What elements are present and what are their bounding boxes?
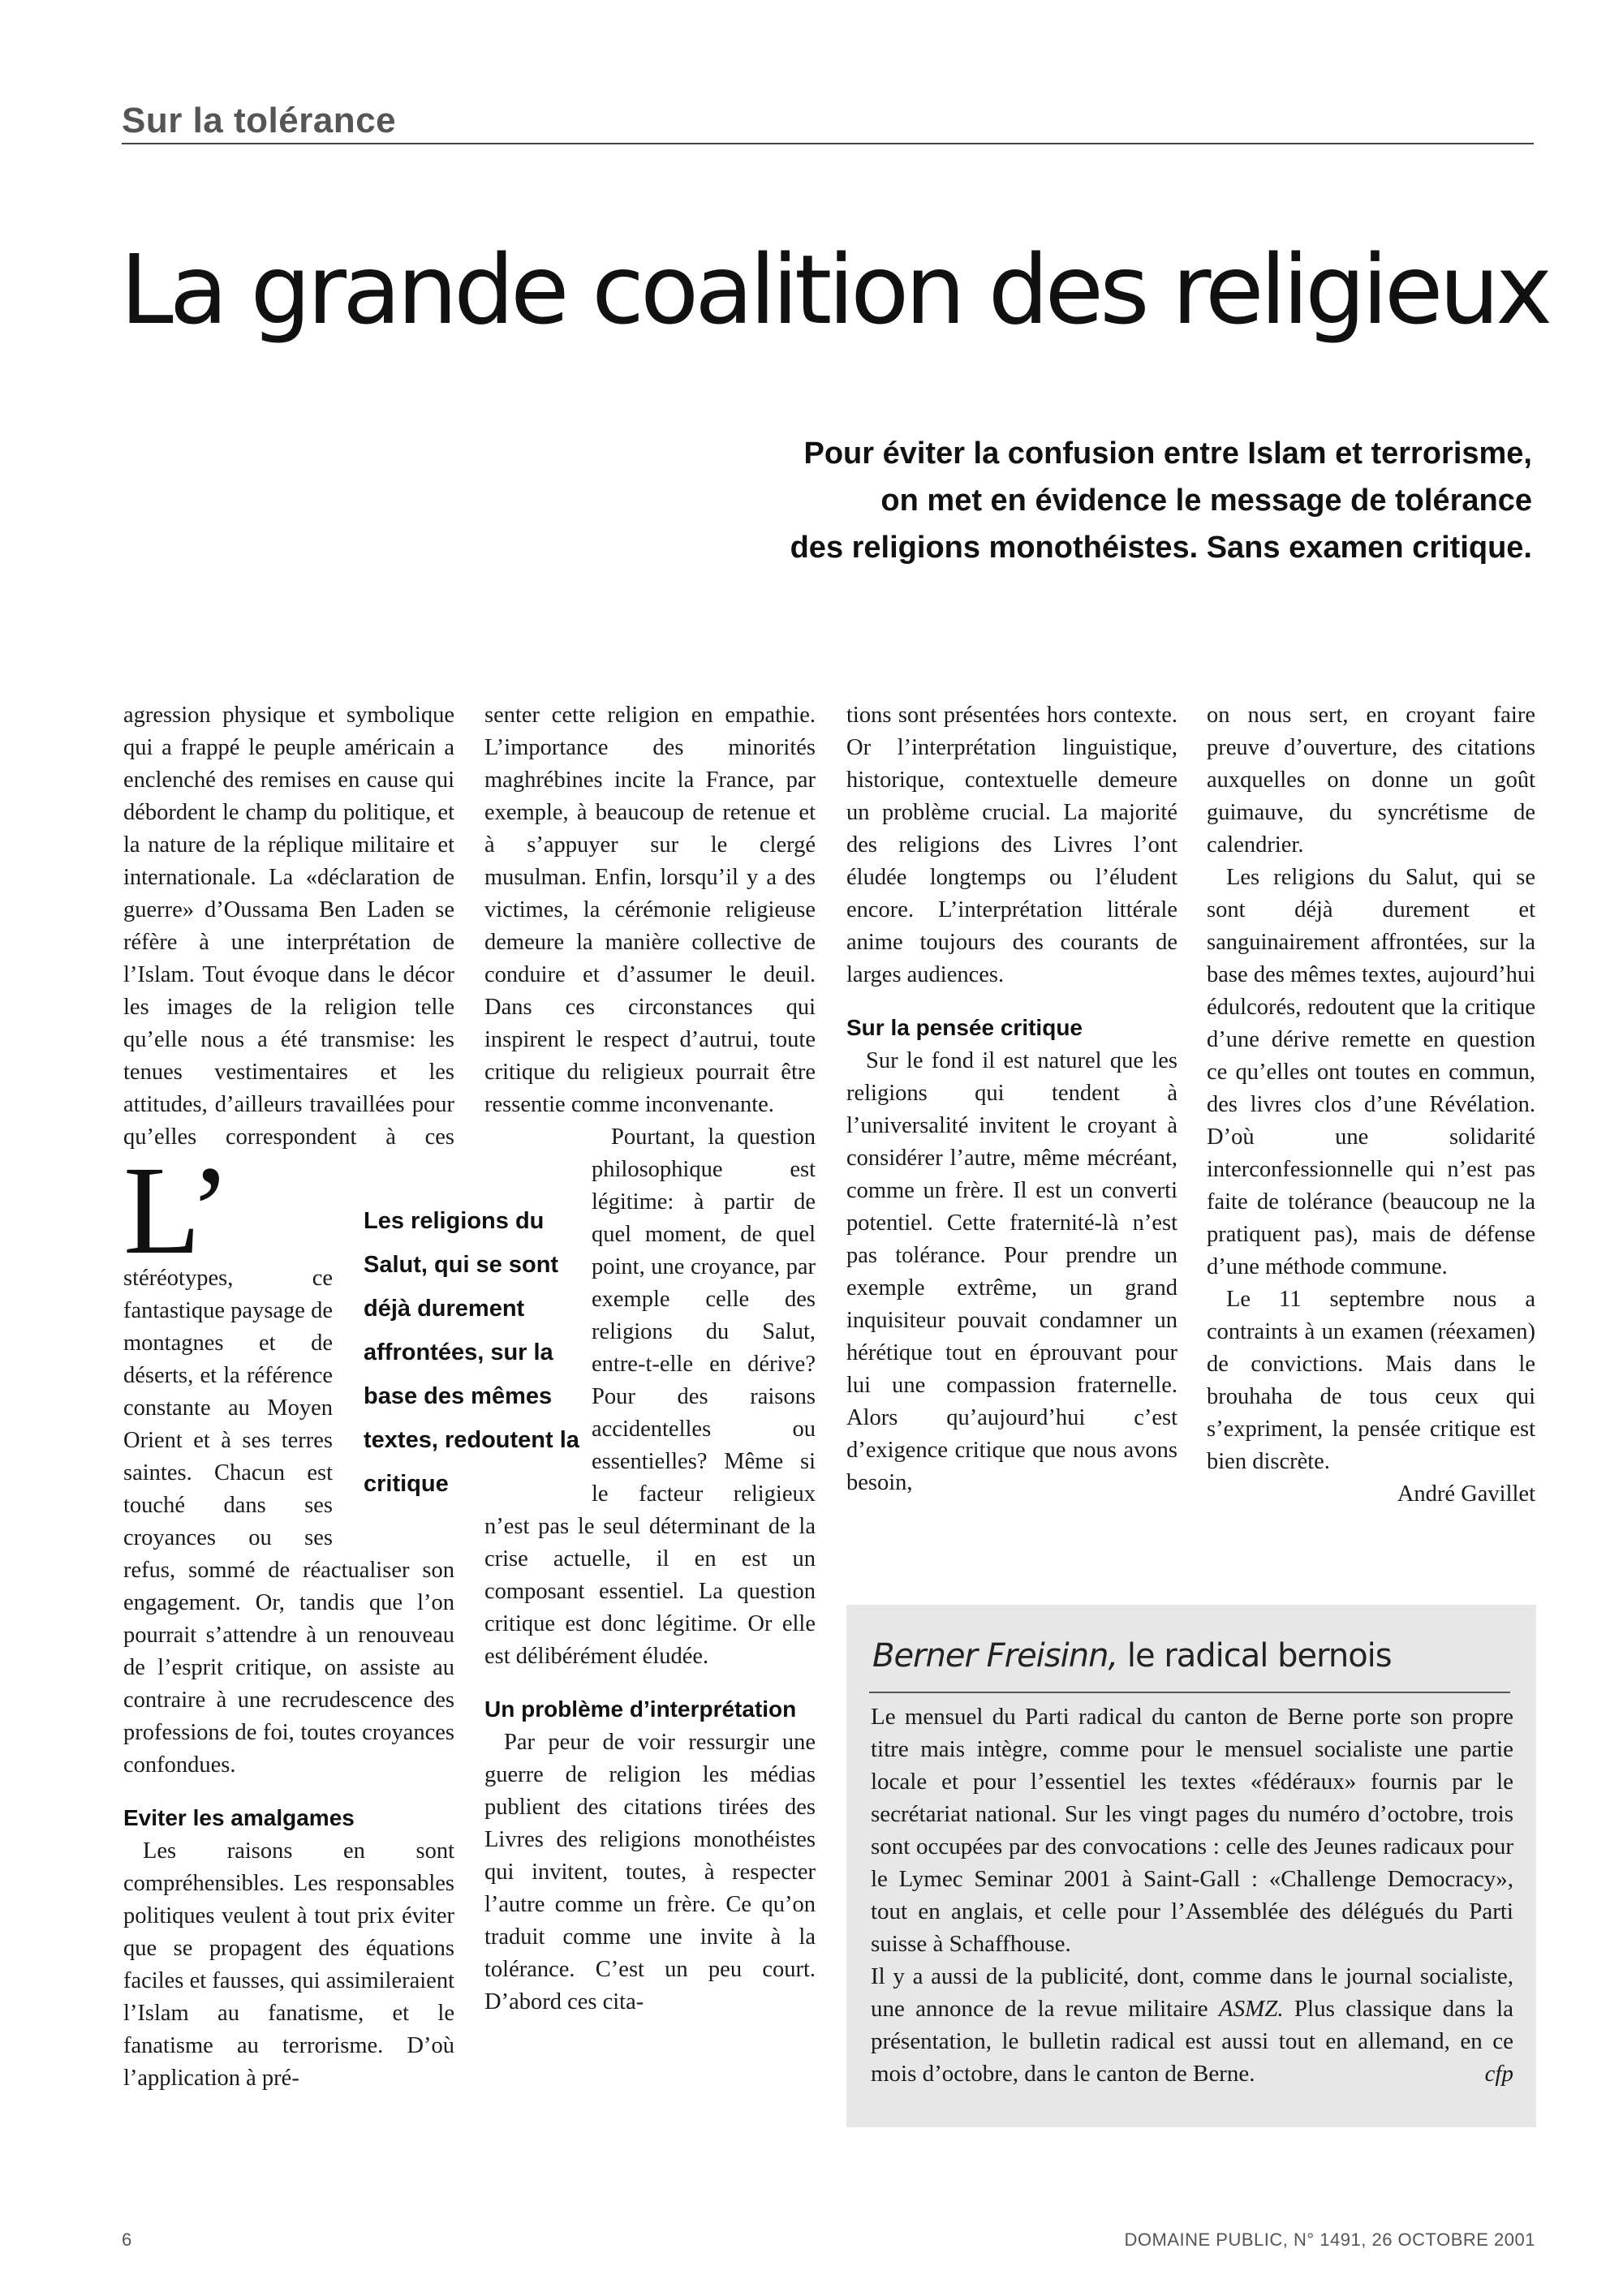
sidebar-signature: cfp bbox=[1484, 2061, 1513, 2087]
drop-cap: L’ bbox=[123, 1140, 231, 1280]
sidebar-box-rule bbox=[869, 1692, 1510, 1693]
article-column-3 bbox=[846, 699, 1177, 1499]
subheading-eviter-les-amalgames: Eviter les amalgames bbox=[123, 1805, 355, 1830]
paragraph: agression physique et symbolique qui a frappé le peuple américain a enclenché des remises en cause qui débordent le champ du politique, et la nature de la réplique militaire et internationale. La «déclaration de guerre» d’Oussama Ben Laden se réfère à une interprétation de l’Islam. Tout évoque dans le décor les images de la religion telle qu’elle nous a été transmise: les tenues vestimentaires et les attitudes, d’ailleurs travaillées pour qu’elles correspondent à ces stéréotypes, ce fantastique paysage de montagnes et de déserts, et la référence constante au Moyen Orient et à ses terres saintes. Chacun est touché dans ses croyances ou ses refus, sommé de réactualiser son engagement. Or, tandis que l’on pourrait s’attendre à un renouveau de l’esprit critique, on assiste au contraire à une recrudescence des professions de foi, toutes croyances confondues. bbox=[123, 703, 454, 1778]
sidebar-paragraph-1: Le mensuel du Parti radical du canton de Berne porte son propre titre mais intègre, comme pour le mensuel socialiste une partie locale et pour l’essentiel les textes «fédéraux» fournis par le secrétariat national. Sur les vingt pages du numéro d’octobre, trois sont occupées par des convocations : celle des Jeunes radicaux pour le Lymec Seminar 2001 à Saint-Gall : «Challenge Democracy», tout en anglais, et celle pour l’Assemblée des délégués du Parti suisse à Schaffhouse. bbox=[871, 1704, 1513, 1957]
section-rubric: Sur la tolérance bbox=[122, 101, 397, 140]
article-column-4 bbox=[1207, 699, 1535, 1511]
subheading-un-probleme-d-interpretation: Un problème d’interprétation bbox=[484, 1696, 797, 1722]
sidebar-title-italic: Berner Freisinn, bbox=[872, 1637, 1118, 1675]
paragraph: Les raisons en sont compréhensibles. Les responsables politiques veulent à tout prix éviter que se propagent des équations faciles et fausses, qui assimileraient l’Islam au fanatisme, et le fanatisme au terrorisme. D’où l’application à pré- bbox=[123, 1838, 454, 2091]
page-number: 6 bbox=[122, 2229, 132, 2250]
standfirst-line-3: des religions monothéistes. Sans examen critique. bbox=[790, 531, 1532, 565]
paragraph: Pourtant, la question philosophique est légitime: à partir de quel moment, de quel point, une croyance, par exemple celle des religions du Salut, entre-t-elle en dérive? Pour des raisons accidentelles ou essentielles? Même si le facteur religieux n’est pas le seul déterminant de la crise actuelle, il en est un composant essentiel. La question critique est donc légitime. Or elle est délibérément éludée. bbox=[484, 1124, 816, 1669]
article-standfirst bbox=[558, 430, 1532, 571]
paragraph: on nous sert, en croyant faire preuve d’ouverture, des citations auxquelles on donne un goût guimauve, du syncrétisme de calendrier. bbox=[1207, 703, 1535, 858]
header-rule bbox=[122, 143, 1534, 144]
subheading-sur-la-pensee-critique: Sur la pensée critique bbox=[846, 1015, 1083, 1040]
standfirst-line-1: Pour éviter la confusion entre Islam et terrorisme, bbox=[803, 436, 1532, 471]
sidebar-p2-start: Il y a aussi de la publicité, dont, comme dans le journal socialiste, une annonce de la revue militaire bbox=[871, 1963, 1513, 2022]
article-title: La grande coalition des religieux bbox=[120, 234, 1549, 346]
sidebar-box bbox=[846, 1605, 1536, 2127]
sidebar-p2-end: Plus classique dans la présentation, le bulletin radical est aussi tout en allemand, en ce mois d’octobre, dans le canton de Berne. bbox=[871, 1996, 1513, 2087]
sidebar-p2-italic: ASMZ. bbox=[1218, 1996, 1284, 2022]
pull-quote: Les religions du Salut, qui se sont déjà durement affrontées, sur la base des mêmes textes, redoutent la critique bbox=[364, 1199, 591, 1506]
standfirst-line-2: on met en évidence le message de tolérance bbox=[880, 484, 1532, 518]
sidebar-box-text bbox=[871, 1701, 1513, 2090]
publication-info: DOMAINE PUBLIC, N° 1491, 26 OCTOBRE 2001 bbox=[1124, 2229, 1535, 2250]
sidebar-box-title bbox=[872, 1637, 1392, 1675]
paragraph: Le 11 septembre nous a contraints à un examen (réexamen) de convictions. Mais dans le brouhaha de tous ceux qui s’expriment, la pensée critique est bien discrète. bbox=[1207, 1287, 1535, 1474]
sidebar-title-rest: le radical bernois bbox=[1117, 1637, 1392, 1675]
author-signature: André Gavillet bbox=[1397, 1481, 1535, 1507]
paragraph: Les religions du Salut, qui se sont déjà durement et sanguinairement affrontées, sur la base des mêmes textes, aujourd’hui édulcorés, redoutent que la critique d’une dérive remette en question ce qu’elles ont toutes en commun, des livres clos d’une Révélation. D’où une solidarité interconfessionnelle qui n’est pas faite de tolérance (beaucoup ne la pratiquent pas), mais de défense d’une méthode commune. bbox=[1207, 865, 1535, 1279]
sidebar-paragraph-2 bbox=[871, 1960, 1513, 2090]
paragraph: Par peur de voir ressurgir une guerre de religion les médias publient des citations tirées des Livres des religions monothéistes qui invitent, toutes, à respecter l’autre comme un frère. Ce qu’on traduit comme une invite à la tolérance. C’est un peu court. D’abord ces cita- bbox=[484, 1730, 816, 2014]
paragraph: senter cette religion en empathie. L’importance des minorités maghrébines incite la France, par exemple, à beaucoup de retenue et à s’appuyer sur le clergé musulman. Enfin, lorsqu’il y a des victimes, la cérémonie religieuse demeure la manière collective de conduire et d’assumer le deuil. Dans ces circonstances qui inspirent le respect d’autrui, toute critique du religieux pourrait être ressentie comme inconvenante. bbox=[484, 703, 816, 1117]
paragraph: tions sont présentées hors contexte. Or l’interprétation linguistique, historique, contextuelle demeure un problème crucial. La majorité des religions des Livres l’ont éludée longtemps ou l’éludent encore. L’interprétation littérale anime toujours des courants de larges audiences. bbox=[846, 703, 1177, 987]
paragraph: Sur le fond il est naturel que les religions qui tendent à l’universalité invitent le croyant à considérer l’autre, même mécréant, comme un frère. Il est un converti potentiel. Cette fraternité-là n’est pas tolérance. Pour prendre un exemple extrême, un grand inquisiteur pouvait condamner un hérétique tout en éprouvant pour lui une compassion fraternelle. Alors qu’aujourd’hui c’est d’exigence critique que nous avons besoin, bbox=[846, 1048, 1177, 1495]
